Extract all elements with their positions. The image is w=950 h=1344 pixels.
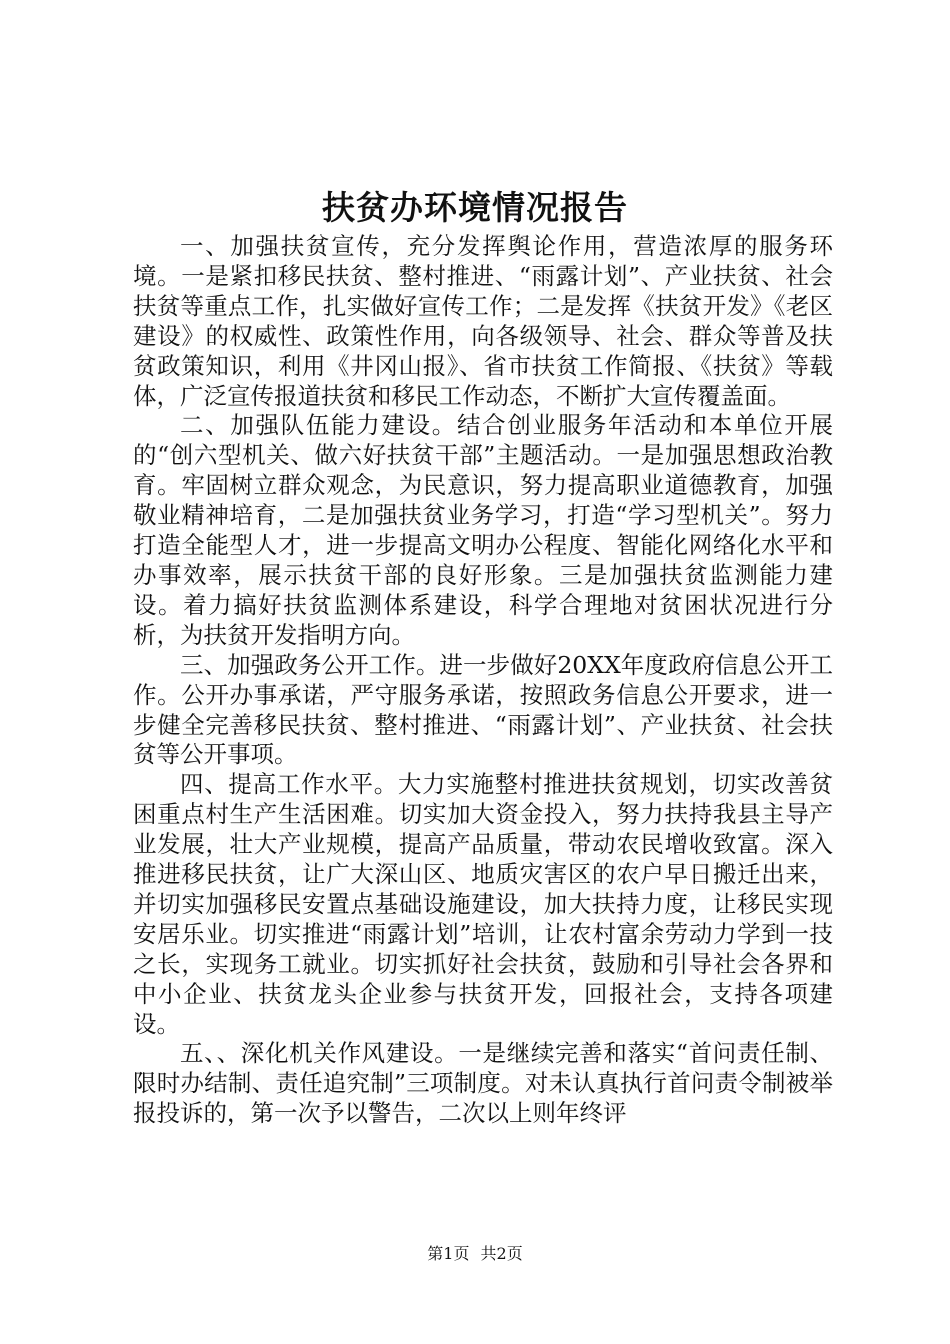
- document-body: [133, 232, 833, 1129]
- page-total: 共2页: [480, 1244, 523, 1263]
- paragraph-2: 二、加强队伍能力建设。结合创业服务年活动和本单位开展的“创六型机关、做六好扶贫干部”主题活动。一是加强思想政治教育。牢固树立群众观念，为民意识，努力提高职业道德教育，加强敬业精神培育，二是加强扶贫业务学习，打造“学习型机关”。努力打造全能型人才，进一步提高文明办公程度、智能化网络化水平和办事效率，展示扶贫干部的良好形象。三是加强扶贫监测能力建设。着力搞好扶贫监测体系建设，科学合理地对贫困状况进行分析，为扶贫开发指明方向。: [133, 411, 833, 649]
- paragraph-5: 五、、深化机关作风建设。一是继续完善和落实“首问责任制、限时办结制、责任追究制”三项制度。对未认真执行首问责令制被举报投诉的，第一次予以警告，二次以上则年终评: [133, 1039, 833, 1128]
- document-title: 扶贫办环境情况报告: [322, 188, 628, 227]
- paragraph-1: 一、加强扶贫宣传，充分发挥舆论作用，营造浓厚的服务环境。一是紧扣移民扶贫、整村推进、“雨露计划”、产业扶贫、社会扶贫等重点工作，扎实做好宣传工作；二是发挥《扶贫开发》《老区建设》的权威性、政策性作用，向各级领导、社会、群众等普及扶贫政策知识，利用《井冈山报》、省市扶贫工作简报、《扶贫》等载体，广泛宣传报道扶贫和移民工作动态，不断扩大宣传覆盖面。: [133, 232, 833, 410]
- paragraph-3: 三、加强政务公开工作。进一步做好20XX年度政府信息公开工作。公开办事承诺，严守服务承诺，按照政务信息公开要求，进一步健全完善移民扶贫、整村推进、“雨露计划”、产业扶贫、社会扶贫等公开事项。: [133, 650, 833, 769]
- paragraph-4: 四、提高工作水平。大力实施整村推进扶贫规划，切实改善贫困重点村生产生活困难。切实加大资金投入，努力扶持我县主导产业发展，壮大产业规模，提高产品质量，带动农民增收致富。深入推进移民扶贫，让广大深山区、地质灾害区的农户早日搬迁出来，并切实加强移民安置点基础设施建设，加大扶持力度，让移民实现安居乐业。切实推进“雨露计划”培训，让农村富余劳动力学到一技之长，实现务工就业。切实抓好社会扶贫，鼓励和引导社会各界和中小企业、扶贫龙头企业参与扶贫开发，回报社会，支持各项建设。: [133, 770, 833, 1038]
- page-number: 第1页: [427, 1244, 470, 1263]
- page-footer: [0, 1243, 950, 1265]
